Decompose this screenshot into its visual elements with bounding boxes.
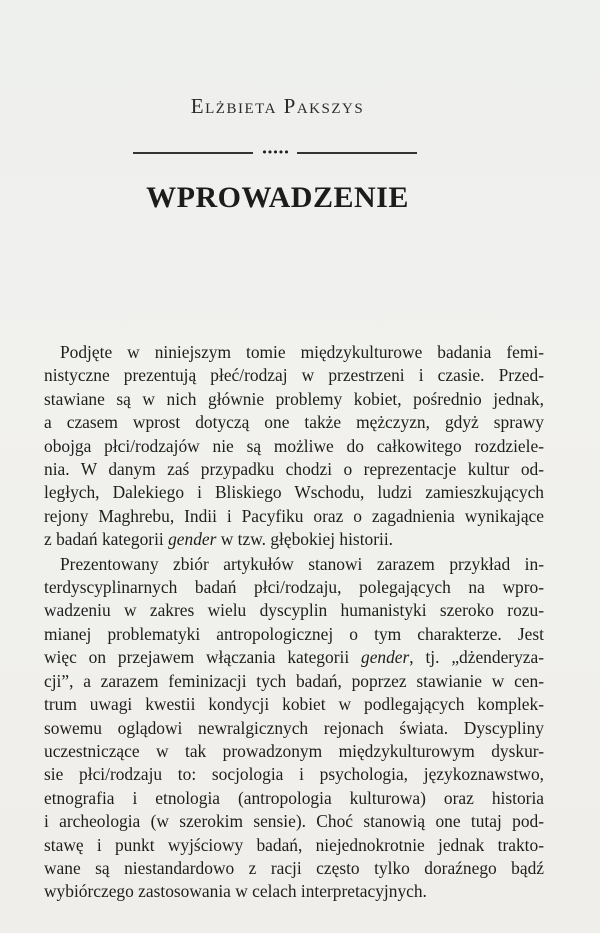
text-line: nia. W danym zaś przypadku chodzi o reprezentacje kultur od-	[44, 459, 544, 480]
paragraph-1	[44, 341, 544, 552]
text-line: ległych, Dalekiego i Bliskiego Wschodu, ludzi zamieszkujących	[44, 482, 544, 503]
body-text	[44, 341, 544, 904]
text-line: a czasem wprost dotyczą one także mężczyzn, gdyż sprawy	[44, 412, 544, 433]
text-line: cji”, a zarazem feminizacji tych badań, poprzez stawianie w cen-	[44, 670, 544, 691]
text-line: i archeologia (w szerokim sensie). Choć stanowią one tutaj pod-	[44, 811, 544, 832]
text-line: nistyczne prezentują płeć/rodzaj w przestrzeni i czasie. Przed-	[44, 365, 544, 386]
text-line: stawę i punkt wyjściowy badań, niejednokrotnie jednak trakto-	[44, 834, 544, 855]
text-line: mianej problematyki antropologicznej o tym charakterze. Jest	[44, 623, 544, 644]
paragraph-2	[44, 553, 544, 904]
italic-term: gender	[168, 529, 217, 550]
text-line: uczestniczące w tak prowadzonym międzykulturowym dyskur-	[44, 740, 544, 761]
italic-term: gender	[361, 647, 410, 668]
text-line: wadzeniu w zakres wielu dyscyplin humanistyki szeroko rozu-	[44, 600, 544, 621]
text-line: sowemu oglądowi newralgicznych rejonach świata. Dyscypliny	[44, 717, 544, 738]
text-line	[44, 528, 544, 551]
text-line: Podjęte w niniejszym tomie międzykulturowe badania femi-	[60, 342, 544, 362]
title-ornament	[133, 146, 417, 160]
text-line: wane są niestandardowo z racji często tylko doraźnego bądź	[44, 857, 544, 878]
text-span: z badań kategorii	[44, 529, 169, 550]
text-span: w tzw. głębokiej historii.	[216, 529, 394, 550]
text-line: Prezentowany zbiór artykułów stanowi zarazem przykład in-	[60, 553, 544, 574]
text-line: terdyscyplinarnych badań płci/rodzaju, polegających na wpro-	[44, 577, 544, 598]
ornament-line-right	[297, 152, 417, 154]
text-line: sie płci/rodzaju to: socjologia i psychologia, językoznawstwo,	[44, 764, 544, 785]
ornament-dots: •••••	[261, 146, 289, 159]
text-line: wybiórczego zastosowania w celach interpretacyjnych.	[44, 881, 427, 902]
text-span: więc on przejawem włączania kategorii	[44, 647, 361, 668]
text-line: obojga płci/rodzajów nie są możliwe do całkowitego rozdziele-	[44, 435, 544, 456]
text-span: , tj. „dżenderyza-	[409, 647, 545, 668]
text-line: rejony Maghrebu, Indii i Pacyfiku oraz o zagadnienia wynikające	[44, 505, 544, 526]
ornament-line-left	[133, 152, 253, 154]
text-line: trum uwagi kwestii kondycji kobiet w podlegających komplek-	[44, 694, 544, 715]
text-line	[44, 646, 544, 669]
author-name: Elżbieta Pakszys	[190, 94, 365, 118]
text-line: stawiane są w nich głównie problemy kobiet, pośrednio jednak,	[44, 388, 544, 409]
text-line: etnografia i etnologia (antropologia kulturowa) oraz historia	[44, 787, 544, 808]
chapter-title: WPROWADZENIE	[146, 181, 409, 214]
